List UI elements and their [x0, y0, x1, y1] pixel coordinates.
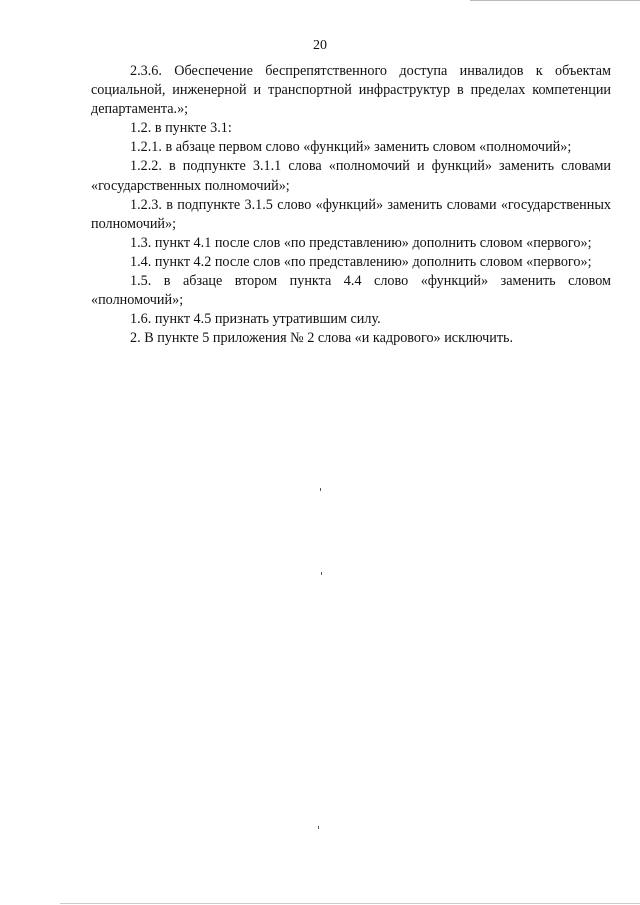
paragraph-1-2-3: 1.2.3. в подпункте 3.1.5 слово «функций» заменить словами «государственных полномочий»;: [91, 196, 611, 232]
paragraph-2-3-6: 2.3.6. Обеспечение беспрепятственного доступа инвалидов к объектам социальной, инженерной и транспортной инфраструктур в пределах компетенции департамента.»;: [91, 63, 611, 118]
scan-artifact-mark: [318, 826, 319, 829]
scan-artifact-mark: [320, 488, 321, 491]
document-body: [91, 62, 611, 348]
paragraph-1-2-2: 1.2.2. в подпункте 3.1.1 слова «полномочий и функций» заменить словами «государственных полномочий»;: [91, 158, 611, 194]
paragraph-1-5: 1.5. в абзаце втором пункта 4.4 слово «функций» заменить словом «полномочий»;: [91, 273, 611, 309]
paragraph-1-3: 1.3. пункт 4.1 после слов «по представлению» дополнить словом «первого»;: [130, 234, 592, 251]
paragraph-1-4: 1.4. пункт 4.2 после слов «по представлению» дополнить словом «первого»;: [130, 253, 592, 270]
paragraph-1-2-1: 1.2.1. в абзаце первом слово «функций» заменить словом «полномочий»;: [130, 139, 572, 156]
scan-artifact-mark: [321, 572, 322, 575]
paragraph-2: 2. В пункте 5 приложения № 2 слова «и кадрового» исключить.: [130, 330, 514, 347]
paragraph-1-2: 1.2. в пункте 3.1:: [130, 120, 232, 137]
scan-artifact-top-edge: [470, 0, 640, 1]
page-number: 20: [313, 38, 327, 53]
scan-artifact-bottom-edge: [60, 903, 640, 904]
paragraph-1-6: 1.6. пункт 4.5 признать утратившим силу.: [130, 311, 381, 328]
